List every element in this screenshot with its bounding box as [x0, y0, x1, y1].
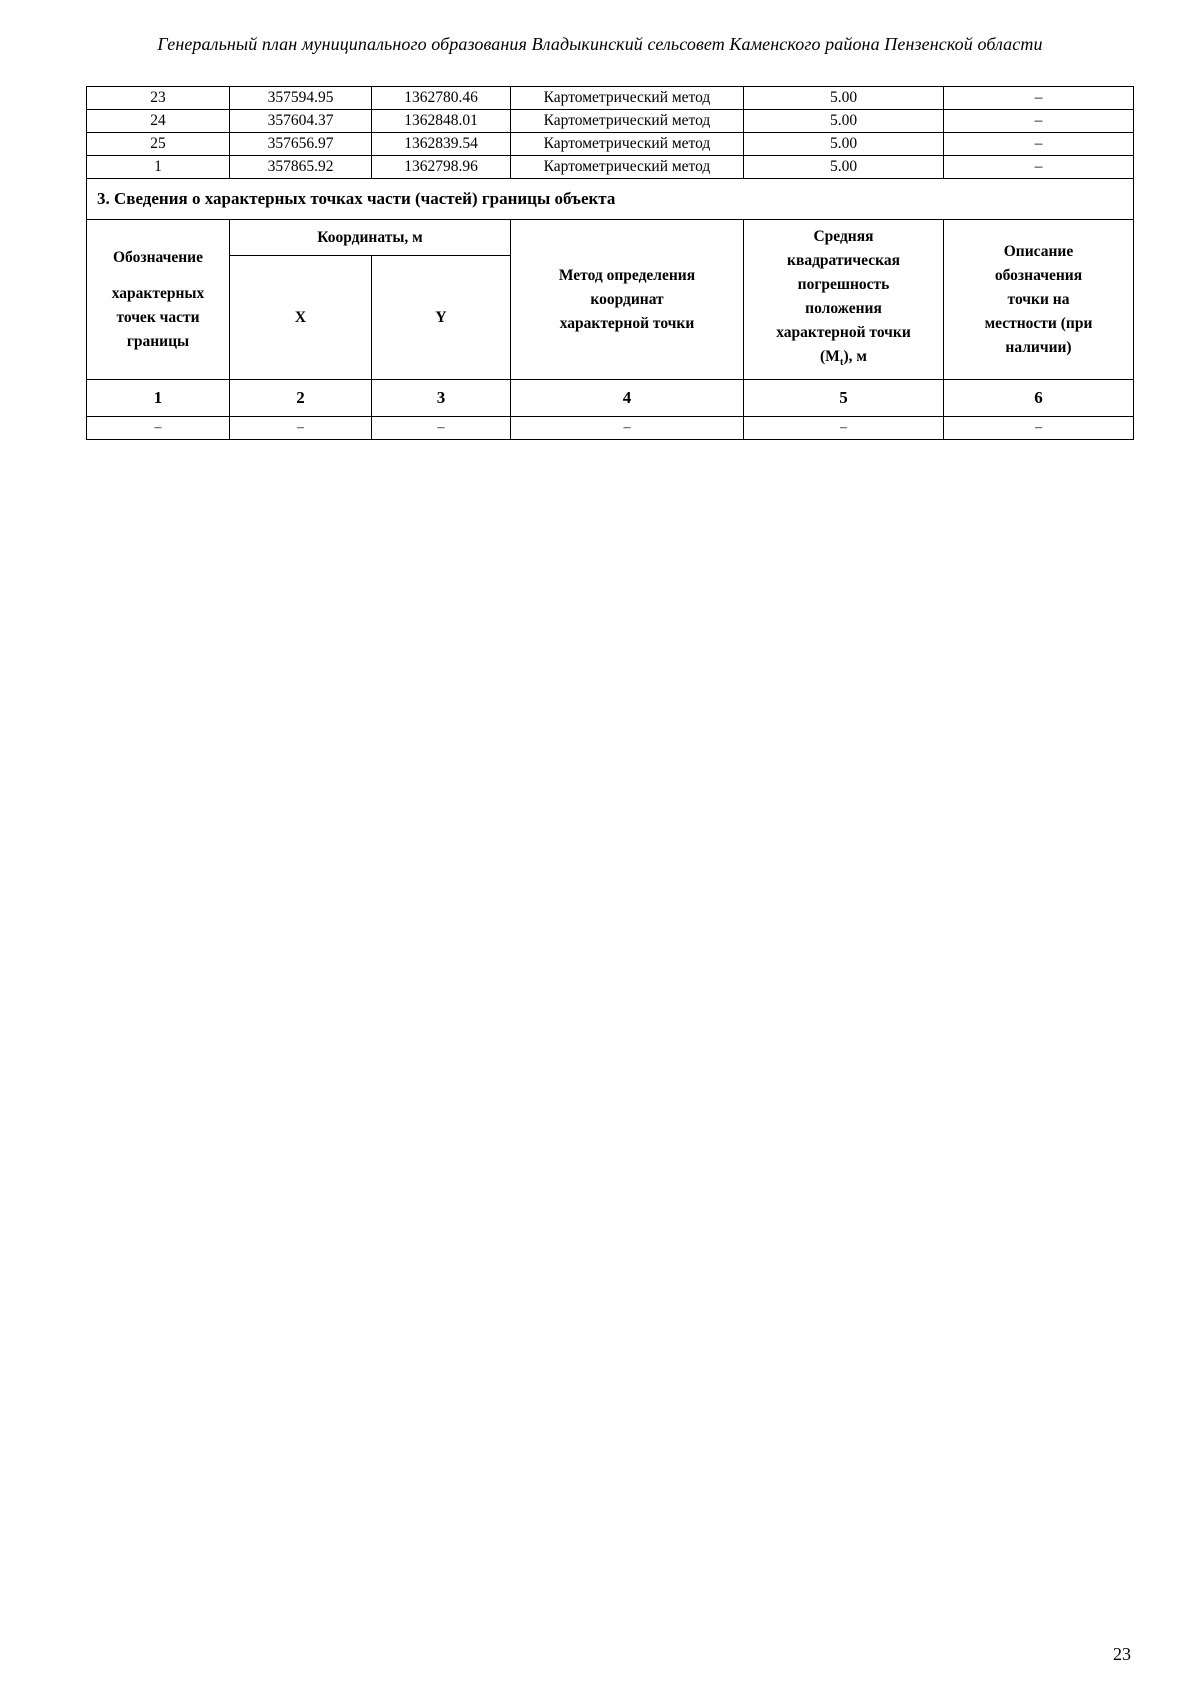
column-number: 1 [87, 380, 230, 417]
method-cell: Картометрический метод [511, 87, 744, 110]
table-row [87, 156, 1134, 179]
section-title-row [87, 179, 1134, 220]
y-cell: 1362839.54 [372, 133, 511, 156]
empty-cell: – [87, 417, 230, 440]
page-number: 23 [1113, 1644, 1131, 1664]
designation-header-line: характерных [111, 284, 205, 302]
table-row [87, 417, 1134, 440]
table-row [87, 133, 1134, 156]
description-cell: – [944, 87, 1134, 110]
column-number: 6 [944, 380, 1134, 417]
column-number: 3 [372, 380, 511, 417]
error-header-suffix: ), м [843, 347, 867, 365]
x-cell: 357865.92 [230, 156, 372, 179]
designation-header [87, 220, 230, 380]
point-cell: 23 [87, 87, 230, 110]
designation-header-line: границы [126, 332, 190, 350]
page-header: Генеральный план муниципального образования Владыкинский сельсовет Каменского района Пензенской области [157, 34, 1043, 54]
y-cell: 1362798.96 [372, 156, 511, 179]
empty-cell: – [372, 417, 511, 440]
empty-cell: – [944, 417, 1134, 440]
point-cell: 1 [87, 156, 230, 179]
description-cell: – [944, 110, 1134, 133]
empty-cell: – [511, 417, 744, 440]
point-cell: 24 [87, 110, 230, 133]
error-header-line: характерной точки [776, 323, 911, 341]
x-cell: 357656.97 [230, 133, 372, 156]
point-cell: 25 [87, 133, 230, 156]
y-cell: 1362848.01 [372, 110, 511, 133]
error-header-line: Средняя [813, 227, 874, 245]
method-header-line: координат [590, 290, 664, 308]
column-numbers-row [87, 380, 1134, 417]
method-header-line: Метод определения [558, 266, 696, 284]
method-cell: Картометрический метод [511, 156, 744, 179]
error-cell: 5.00 [744, 156, 944, 179]
empty-cell: – [230, 417, 372, 440]
table-row [87, 87, 1134, 110]
description-header-line: точки на [1007, 290, 1070, 308]
error-cell: 5.00 [744, 110, 944, 133]
description-header-line: Описание [1003, 242, 1074, 260]
designation-header-line: точек части [116, 308, 200, 326]
y-header: Y [372, 256, 511, 380]
empty-cell: – [744, 417, 944, 440]
description-header-line: наличии) [1005, 338, 1072, 356]
column-number: 5 [744, 380, 944, 417]
x-cell: 357594.95 [230, 87, 372, 110]
description-header [944, 220, 1134, 380]
error-header-subscript: t [839, 356, 844, 369]
method-header-line: характерной точки [559, 314, 695, 332]
section-title: 3. Сведения о характерных точках части (частей) границы объекта [87, 179, 1134, 220]
description-cell: – [944, 156, 1134, 179]
error-cell: 5.00 [744, 133, 944, 156]
method-cell: Картометрический метод [511, 133, 744, 156]
designation-header-line: Обозначение [112, 248, 203, 266]
x-cell: 357604.37 [230, 110, 372, 133]
y-cell: 1362780.46 [372, 87, 511, 110]
error-cell: 5.00 [744, 87, 944, 110]
coordinates-header: Координаты, м [230, 220, 511, 256]
method-header [511, 220, 744, 380]
header-row [87, 220, 1134, 256]
error-header-prefix: (M [820, 347, 840, 365]
table-row [87, 110, 1134, 133]
error-header-line: погрешность [797, 275, 890, 293]
error-header-line: квадратическая [787, 251, 900, 269]
description-header-line: обозначения [994, 266, 1083, 284]
description-header-line: местности (при [984, 314, 1093, 332]
coordinates-table [86, 86, 1134, 440]
description-cell: – [944, 133, 1134, 156]
column-number: 2 [230, 380, 372, 417]
error-header-line [744, 345, 943, 374]
column-number: 4 [511, 380, 744, 417]
error-header-line: положения [805, 299, 882, 317]
x-header: X [230, 256, 372, 380]
error-header [744, 220, 944, 380]
method-cell: Картометрический метод [511, 110, 744, 133]
